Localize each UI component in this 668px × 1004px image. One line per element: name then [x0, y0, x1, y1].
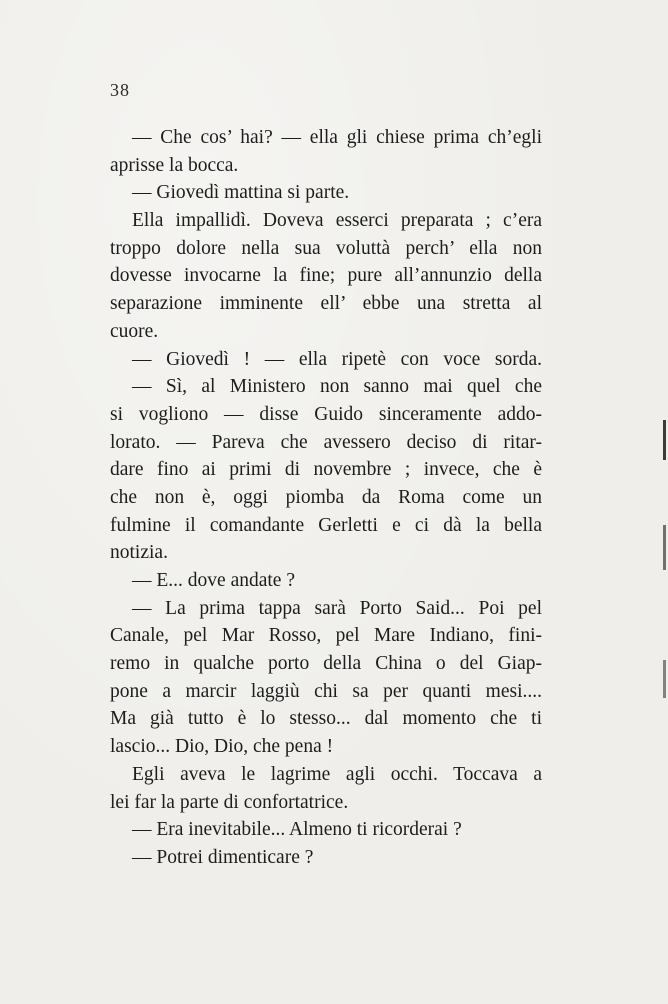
- page-number: 38: [110, 80, 130, 100]
- text-line: si vogliono — disse Guido sinceramente addo-: [110, 403, 542, 425]
- body-text: [110, 124, 542, 872]
- text-line: Canale, pel Mar Rosso, pel Mare Indiano, fini-: [110, 625, 542, 647]
- text-line: Egli aveva le lagrime agli occhi. Toccava a: [132, 763, 542, 785]
- text-line: troppo dolore nella sua voluttà perch’ ella non: [110, 237, 542, 259]
- text-line: Ella impallidì. Doveva esserci preparata ; c’era: [132, 210, 542, 232]
- binding-shadow: [663, 660, 666, 698]
- text-line: lorato. — Pareva che avessero deciso di ritar-: [110, 431, 542, 453]
- text-line: — Era inevitabile... Almeno ti ricorderai ?: [132, 819, 462, 841]
- text-line: — E... dove andate ?: [132, 570, 295, 591]
- text-line: cuore.: [110, 320, 159, 342]
- text-line: aprisse la bocca.: [110, 154, 239, 176]
- text-line: pone a marcir laggiù chi sa per quanti mesi....: [110, 680, 542, 702]
- text-line: fulmine il comandante Gerletti e ci dà la bella: [110, 514, 542, 536]
- binding-shadow: [663, 525, 666, 570]
- text-line: — Che cos’ hai? — ella gli chiese prima ch’egli: [132, 127, 542, 148]
- binding-shadow: [663, 420, 666, 460]
- text-line: lei far la parte di confortatrice.: [110, 791, 349, 813]
- text-line: remo in qualche porto della China o del Giap-: [110, 653, 542, 675]
- text-line: — Giovedì ! — ella ripetè con voce sorda.: [132, 348, 542, 370]
- text-line: — Sì, al Ministero non sanno mai quel che: [132, 376, 542, 398]
- text-line: — Potrei dimenticare ?: [132, 846, 314, 868]
- text-line: — Giovedì mattina si parte.: [132, 182, 350, 204]
- text-line: notizia.: [110, 542, 168, 564]
- text-line: dare fino ai primi di novembre ; invece, che è: [110, 459, 542, 481]
- text-line: lascio... Dio, Dio, che pena !: [110, 736, 334, 758]
- text-line: che non è, oggi piomba da Roma come un: [110, 486, 542, 508]
- text-line: — La prima tappa sarà Porto Said... Poi pel: [132, 597, 542, 619]
- text-line: separazione imminente ell’ ebbe una stretta al: [110, 293, 542, 315]
- text-line: Ma già tutto è lo stesso... dal momento che ti: [110, 708, 542, 730]
- text-line: dovesse invocarne la fine; pure all’annunzio della: [110, 265, 542, 287]
